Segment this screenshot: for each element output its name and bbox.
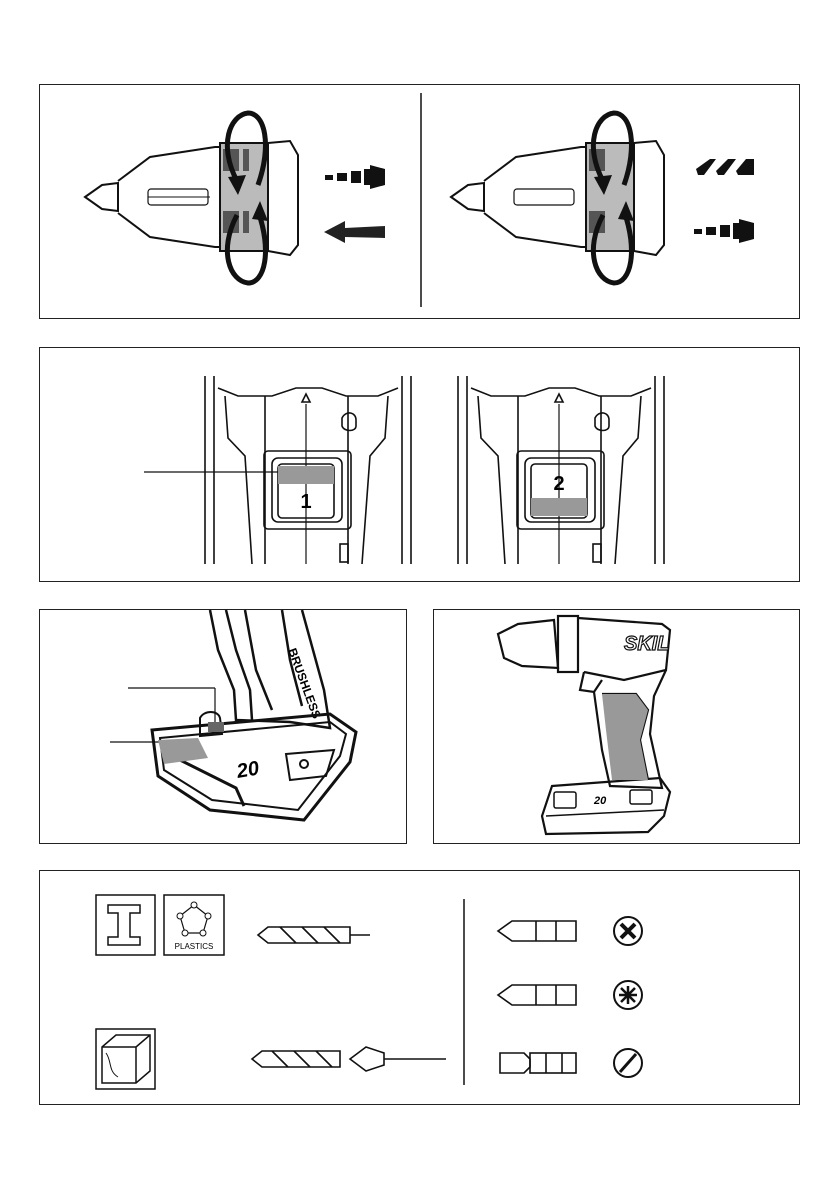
gear-position-1-label: 1	[300, 491, 312, 513]
gear-selector-illustration	[40, 348, 801, 583]
figure-gear-selector	[39, 347, 800, 582]
wood-icon	[96, 1029, 155, 1089]
drill-arrow-icon	[324, 221, 385, 243]
slotted-screw-icon	[614, 1049, 642, 1077]
pozidriv-screw-icon	[614, 981, 642, 1009]
figure-clutch-ring	[39, 84, 800, 319]
wood-drill-bit-icon	[252, 1047, 446, 1071]
gear-position-2-label: 2	[553, 473, 565, 495]
metal-drill-bit-icon	[258, 927, 370, 943]
phillips-bit-icon	[498, 921, 576, 941]
screw-icon	[325, 165, 385, 189]
metal-icon	[96, 895, 155, 955]
plastics-icon	[164, 895, 224, 955]
battery-voltage-badge-small: 20	[594, 795, 607, 807]
battery-voltage-badge: 20	[235, 757, 261, 783]
grip-brand-text: BRUSHLESS	[285, 646, 324, 721]
screw-icon-right	[694, 219, 754, 243]
battery-illustration	[40, 610, 408, 845]
bit-chart	[40, 871, 801, 1106]
drill-illustration	[434, 610, 801, 845]
battery-gauge-icon	[158, 738, 208, 764]
pozidriv-bit-icon	[498, 985, 576, 1005]
slotted-bit-icon	[500, 1053, 576, 1073]
clutch-illustration	[40, 85, 801, 320]
drill-bit-icon	[696, 159, 754, 175]
plastics-label: PLASTICS	[174, 942, 214, 951]
brand-logo: SKIL	[624, 633, 670, 655]
gear-switch-slider	[278, 466, 334, 484]
figure-battery-release	[39, 609, 407, 844]
figure-drill-overview	[433, 609, 800, 844]
figure-bit-selection	[39, 870, 800, 1105]
battery-release-button	[208, 722, 224, 732]
phillips-screw-icon	[614, 917, 642, 945]
